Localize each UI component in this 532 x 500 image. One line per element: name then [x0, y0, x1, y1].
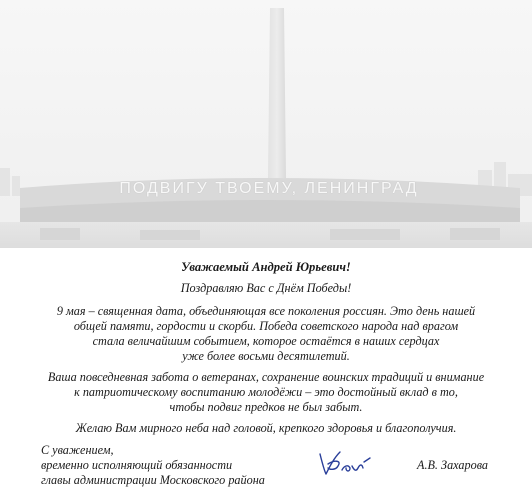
monument-illustration [0, 0, 532, 248]
letter-wishes: Желаю Вам мирного неба над головой, крепкого здоровья и благополучия. [75, 421, 457, 435]
monument-inscription: ПОДВИГУ ТВОЕМУ, ЛЕНИНГРАД [119, 180, 419, 197]
closing-line: С уважением, [41, 443, 114, 457]
letter-greeting: Уважаемый Андрей Юрьевич! [181, 260, 351, 274]
paragraph-line: чтобы подвиг предков не был забыт. [169, 400, 363, 414]
paragraph-line: к патриотическому воспитанию молодёжи – это достойный вклад в то, [74, 385, 458, 399]
paragraph-line: общей памяти, гордости и скорби. Победа советского народа над врагом [73, 319, 459, 333]
paragraph-line: уже более восьми десятилетий. [182, 349, 350, 363]
letter-congrats: Поздравляю Вас с Днём Победы! [180, 281, 352, 295]
paragraph-line: Ваша повседневная забота о ветеранах, сохранение воинских традиций и внимание [47, 370, 485, 384]
handwritten-signature [316, 448, 376, 478]
closing-line: главы администрации Московского района [41, 473, 265, 487]
paragraph-line: 9 мая – священная дата, объединяющая все поколения россиян. Это день нашей [56, 304, 476, 318]
closing-line: временно исполняющий обязанности [41, 458, 233, 472]
signer-name: А.В. Захарова [417, 458, 488, 472]
congratulation-letter [0, 248, 532, 500]
paragraph-line: стала величайшим событием, которое остаётся в наших сердцах [92, 334, 440, 348]
monument-photo [0, 0, 532, 248]
